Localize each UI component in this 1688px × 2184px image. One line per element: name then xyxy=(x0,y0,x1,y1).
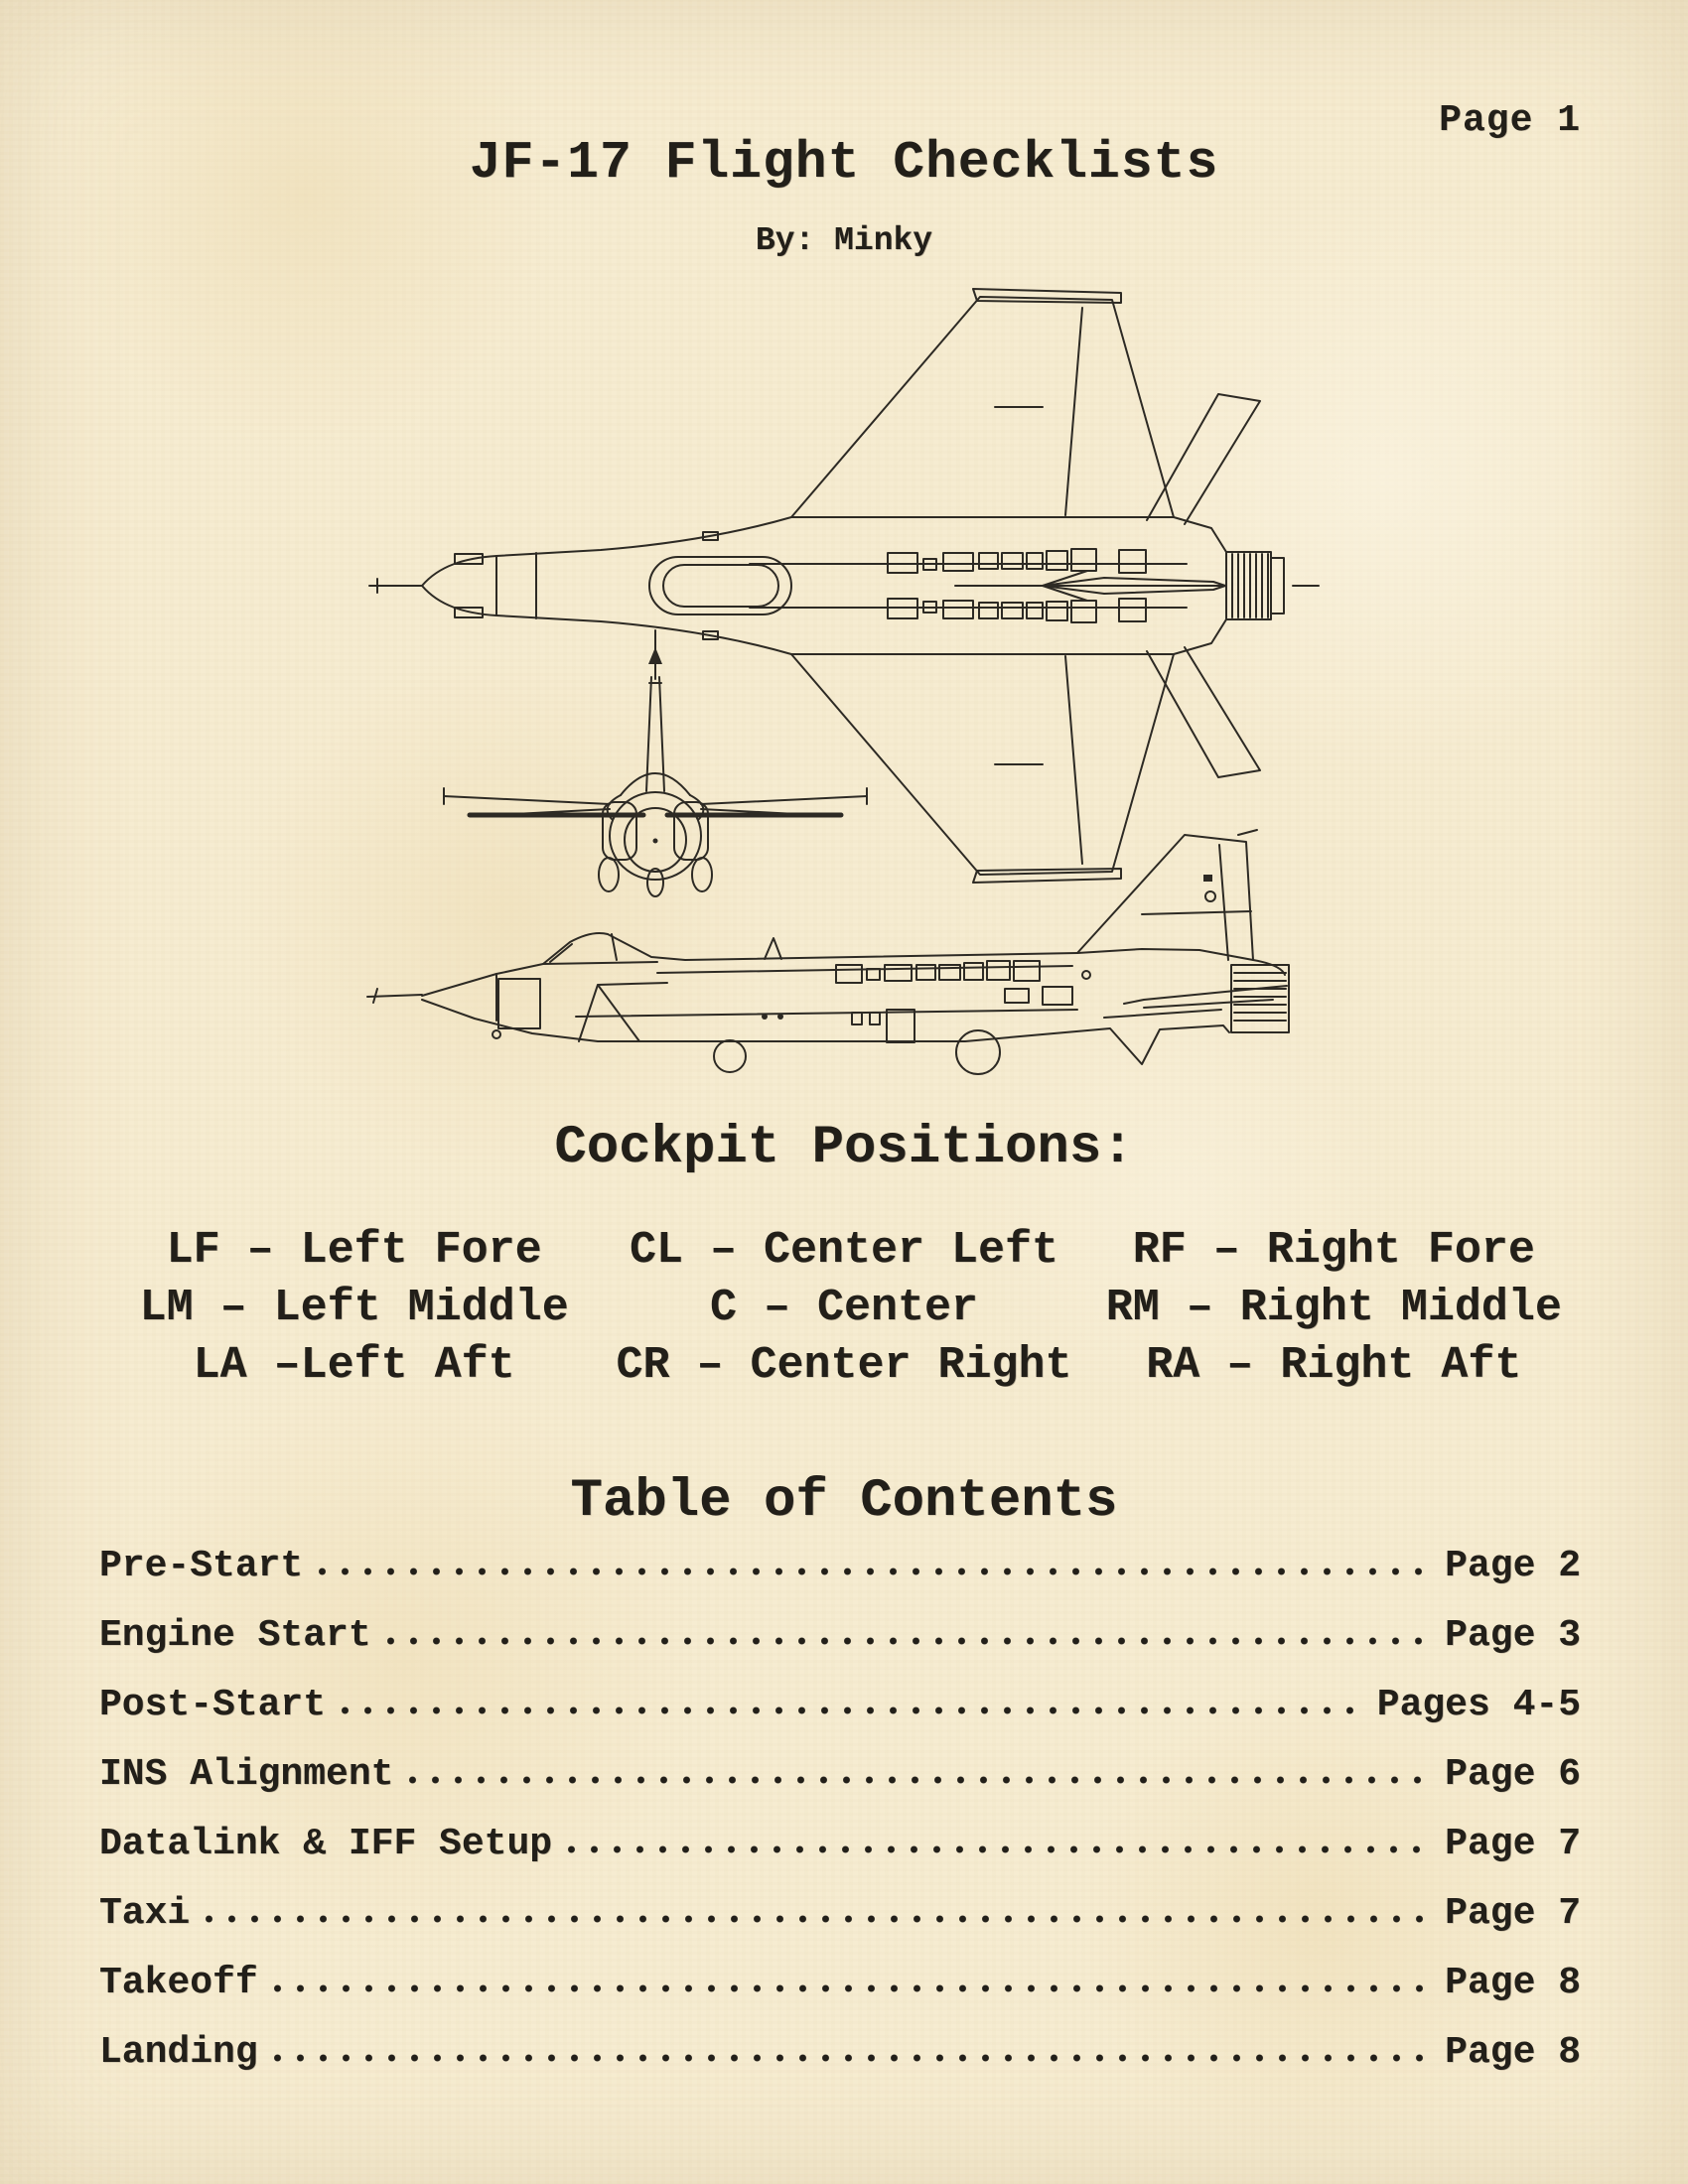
toc-entry-page: Page 7 xyxy=(1445,1823,1581,1865)
legend-item-la: LA –Left Aft xyxy=(193,1340,515,1391)
byline: By: Minky xyxy=(755,222,933,259)
dotted-leader xyxy=(409,1776,1431,1784)
toc-entry-title: Post-Start xyxy=(99,1684,327,1726)
toc-entry-pre-start xyxy=(99,1545,1581,1588)
dotted-leader xyxy=(568,1845,1431,1853)
side-view-drawing xyxy=(367,830,1289,1074)
toc-entry-title: Datalink & IFF Setup xyxy=(99,1823,553,1865)
toc-entry-datalink-iff-setup xyxy=(99,1823,1581,1866)
toc-entry-takeoff xyxy=(99,1962,1581,2005)
legend-item-ra: RA – Right Aft xyxy=(1146,1340,1522,1391)
toc-entry-title: Engine Start xyxy=(99,1614,371,1657)
dotted-leader xyxy=(274,2054,1432,2062)
toc-entry-title: Taxi xyxy=(99,1892,191,1935)
toc-entry-title: Landing xyxy=(99,2031,258,2074)
table-of-contents xyxy=(99,1545,1581,2101)
toc-entry-ins-alignment xyxy=(99,1753,1581,1797)
dotted-leader xyxy=(206,1915,1431,1923)
toc-entry-page: Pages 4-5 xyxy=(1376,1684,1581,1726)
legend-item-rf: RF – Right Fore xyxy=(1132,1225,1535,1276)
front-view-drawing xyxy=(444,630,867,896)
toc-entry-title: Pre-Start xyxy=(99,1545,304,1587)
legend-item-lm: LM – Left Middle xyxy=(139,1283,569,1333)
aircraft-three-view-figure xyxy=(348,278,1321,1092)
legend-item-c: C – Center xyxy=(709,1283,979,1333)
aircraft-three-view-drawing xyxy=(348,278,1321,1092)
legend-item-cl: CL – Center Left xyxy=(629,1225,1059,1276)
cockpit-positions-legend xyxy=(109,1225,1579,1391)
dotted-leader xyxy=(387,1637,1432,1645)
legend-item-rm: RM – Right Middle xyxy=(1105,1283,1562,1333)
toc-entry-title: Takeoff xyxy=(99,1962,258,2004)
toc-entry-page: Page 3 xyxy=(1445,1614,1581,1657)
dotted-leader xyxy=(319,1568,1431,1575)
toc-entry-page: Page 8 xyxy=(1445,1962,1581,2004)
toc-entry-taxi xyxy=(99,1892,1581,1936)
legend-item-cr: CR – Center Right xyxy=(616,1340,1072,1391)
toc-entry-post-start xyxy=(99,1684,1581,1727)
dotted-leader xyxy=(342,1706,1363,1714)
toc-entry-landing xyxy=(99,2031,1581,2075)
dotted-leader xyxy=(274,1984,1432,1992)
cockpit-positions-heading: Cockpit Positions: xyxy=(554,1118,1134,1178)
legend-item-lf: LF – Left Fore xyxy=(166,1225,542,1276)
toc-entry-page: Page 7 xyxy=(1445,1892,1581,1935)
toc-entry-page: Page 2 xyxy=(1445,1545,1581,1587)
toc-heading: Table of Contents xyxy=(570,1471,1118,1532)
toc-entry-title: INS Alignment xyxy=(99,1753,394,1796)
toc-entry-page: Page 6 xyxy=(1445,1753,1581,1796)
page-number-label: Page 1 xyxy=(1439,99,1581,142)
document-title: JF-17 Flight Checklists xyxy=(469,133,1219,193)
top-view-drawing xyxy=(369,289,1319,883)
toc-entry-page: Page 8 xyxy=(1445,2031,1581,2074)
toc-entry-engine-start xyxy=(99,1614,1581,1658)
